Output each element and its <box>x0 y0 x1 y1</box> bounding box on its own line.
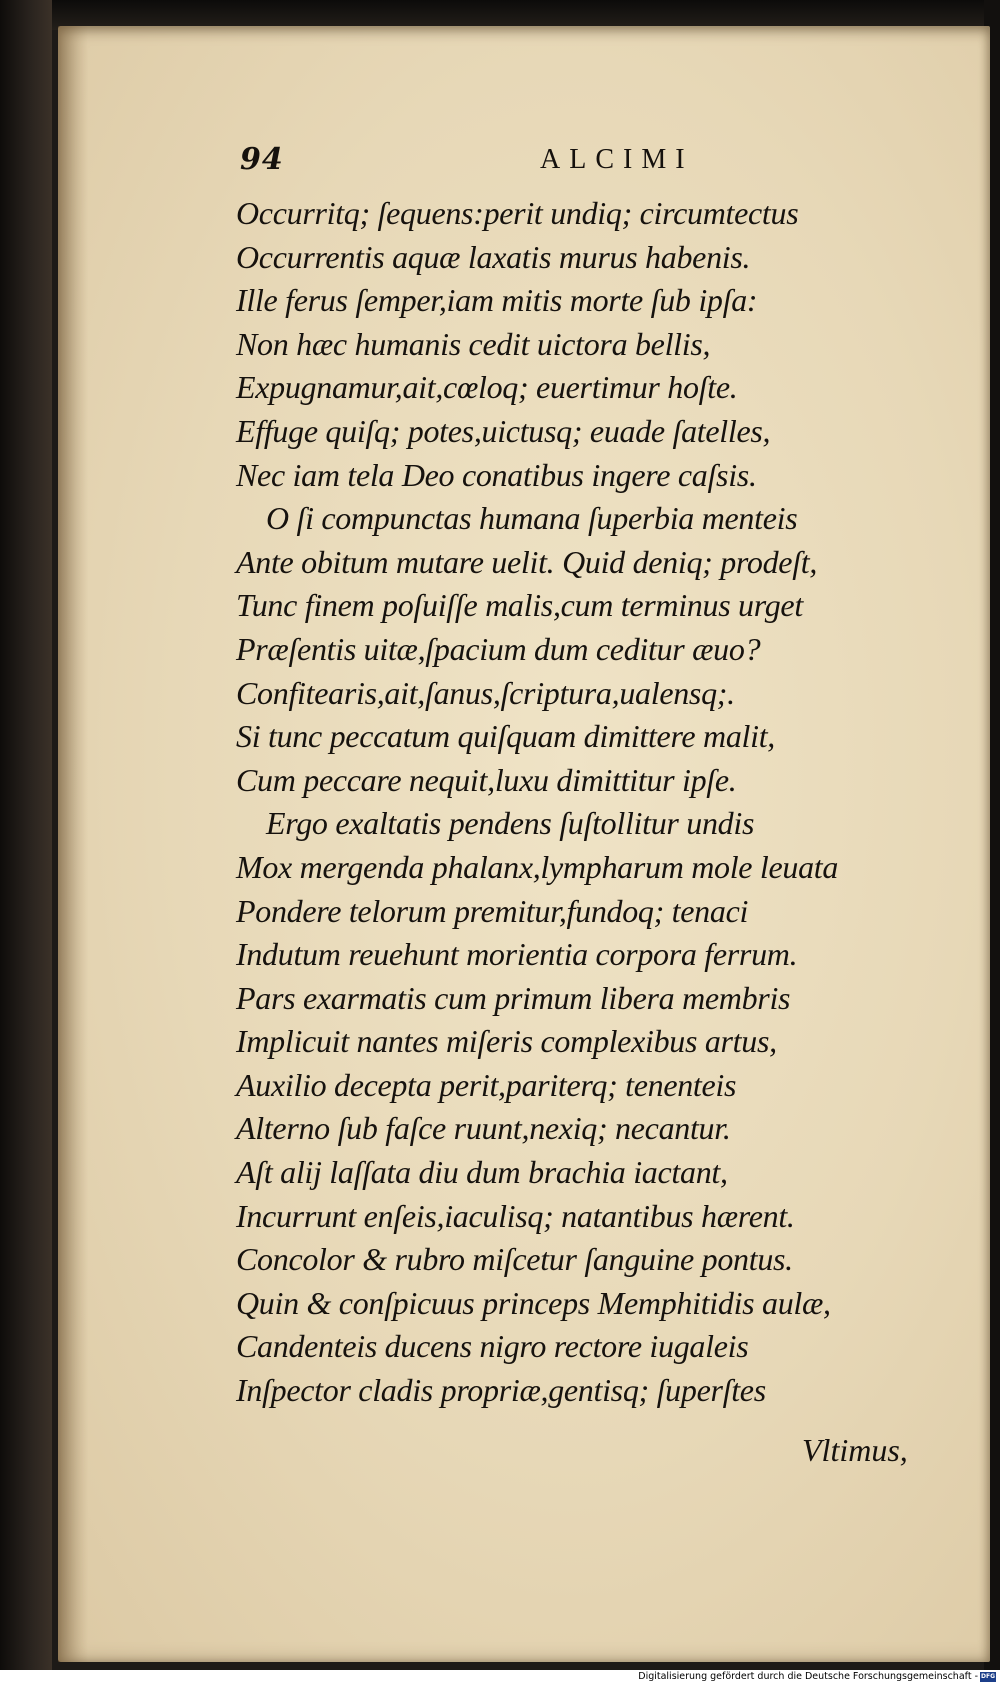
verse-line: Pars exarmatis cum primum libera membris <box>236 979 791 1016</box>
verse-line: Alterno ſub faſce ruunt,nexiq; necantur. <box>236 1110 731 1147</box>
page-header <box>240 142 740 182</box>
verse-line: Indutum reuehunt morientia corpora ferrum. <box>236 936 798 973</box>
verse-line: Auxilio decepta perit,pariterq; tenenteis <box>236 1066 737 1103</box>
verse-line: Ille ferus ſemper,iam mitis morte ſub ipſa: <box>236 282 758 319</box>
verse-line: Inſpector cladis propriæ,gentisq; ſuperſtes <box>236 1372 766 1409</box>
verse-line: Expugnamur,ait,cœloq; euertimur hoſte. <box>236 369 738 406</box>
verse-line: Mox mergenda phalanx,lympharum mole leuata <box>236 848 839 885</box>
verse-line: Non hæc humanis cedit uictora bellis, <box>236 325 711 362</box>
verse-line: Effuge quiſq; potes,uictusq; euade ſatelles, <box>236 412 771 449</box>
verse-line: Concolor & rubro miſcetur ſanguine pontus. <box>236 1241 793 1278</box>
verse-line: Tunc finem poſuiſſe malis,cum terminus urget <box>236 587 803 624</box>
verse-line: O ſi compunctas humana ſuperbia menteis <box>266 500 798 537</box>
verse-line: Pondere telorum premitur,fundoq; tenaci <box>236 892 749 929</box>
verse-line: Si tunc peccatum quiſquam dimittere malit, <box>236 718 776 755</box>
verse-line: Ergo exaltatis pendens ſuſtollitur undis <box>266 805 755 842</box>
verse-line: Occurrentis aquæ laxatis murus habenis. <box>236 238 751 275</box>
page-number: 94 <box>240 142 284 177</box>
poem-text-block <box>236 192 906 1413</box>
funding-credit: Digitalisierung gefördert durch die Deutsche Forschungsgemeinschaft - <box>638 1671 978 1682</box>
page-gutter-shadow <box>58 26 88 1662</box>
verse-line: Quin & conſpicuus princeps Memphitidis aulæ, <box>236 1284 831 1321</box>
book-cover-edge <box>0 0 52 1670</box>
verse-line: Incurrunt enſeis,iaculisq; natantibus hærent. <box>236 1197 795 1234</box>
verse-line: Aſt alij laſſata diu dum brachia iactant, <box>236 1154 728 1191</box>
catchword: Vltimus, <box>802 1432 908 1468</box>
verse-line: Præſentis uitæ,ſpacium dum ceditur æuo? <box>236 630 761 667</box>
verse-line: Candenteis ducens nigro rectore iugaleis <box>236 1328 749 1365</box>
verse-line: Implicuit nantes miſeris complexibus artus, <box>236 1023 777 1060</box>
verse-line: Occurritq; ſequens:perit undiq; circumtectus <box>236 195 799 231</box>
verse-line: Nec iam tela Deo conatibus ingere caſsis. <box>236 456 757 493</box>
verse-line: Confitearis,ait,ſanus,ſcriptura,ualensq;. <box>236 674 735 711</box>
verse-line: Cum peccare nequit,luxu dimittitur ipſe. <box>236 761 737 798</box>
verse-line: Ante obitum mutare uelit. Quid deniq; prodeſt, <box>236 543 818 580</box>
dfg-logo: DFG <box>980 1673 995 1680</box>
running-head: ALCIMI <box>540 144 694 175</box>
